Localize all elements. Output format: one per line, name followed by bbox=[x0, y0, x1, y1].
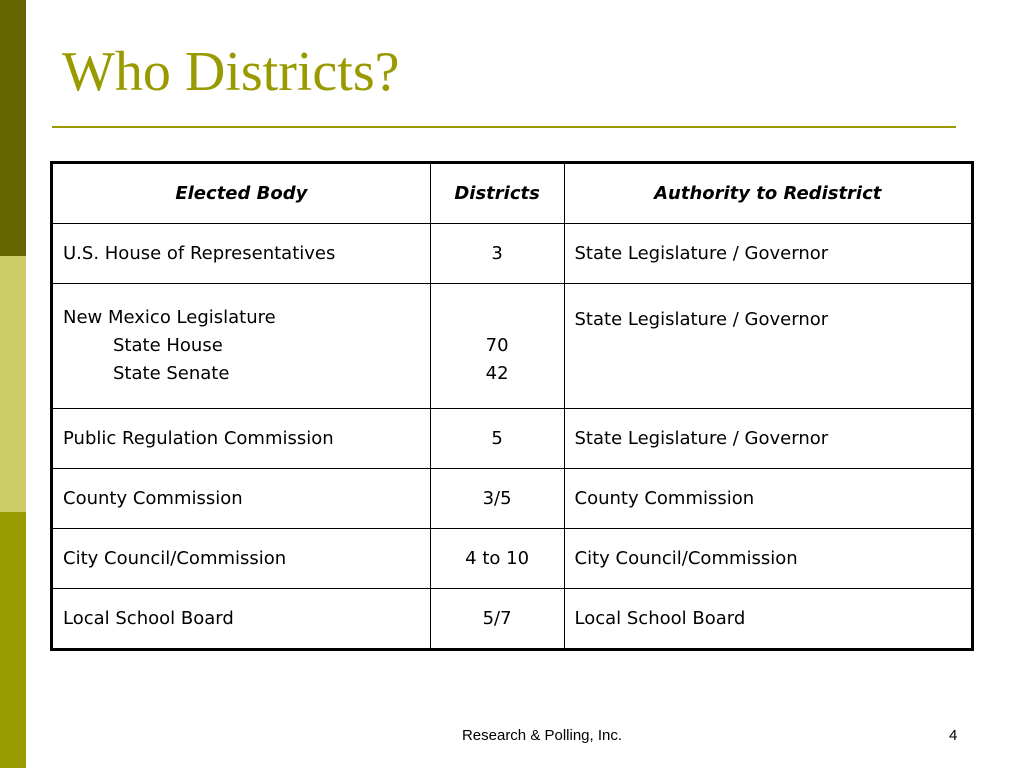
cell-authority: State Legislature / Governor bbox=[564, 224, 973, 284]
side-bar-dark bbox=[0, 0, 26, 256]
header-elected-body: Elected Body bbox=[52, 163, 431, 224]
districts-table bbox=[50, 161, 974, 651]
table-row bbox=[52, 589, 973, 650]
cell-elected-body bbox=[52, 284, 431, 409]
cell-districts: 4 to 10 bbox=[430, 529, 564, 589]
table-row bbox=[52, 529, 973, 589]
title-divider bbox=[52, 126, 956, 128]
cell-authority: State Legislature / Governor bbox=[564, 409, 973, 469]
cell-districts: 3 bbox=[430, 224, 564, 284]
table-row bbox=[52, 409, 973, 469]
header-districts: Districts bbox=[430, 163, 564, 224]
state-house-districts: 70 bbox=[485, 335, 509, 356]
cell-elected-body: Public Regulation Commission bbox=[52, 409, 431, 469]
slide-title: Who Districts? bbox=[62, 41, 400, 103]
footer-company: Research & Polling, Inc. bbox=[461, 727, 623, 744]
cell-districts: 3/5 bbox=[430, 469, 564, 529]
table-row bbox=[52, 224, 973, 284]
page-number: 4 bbox=[949, 727, 958, 744]
state-senate-label: State Senate bbox=[113, 363, 230, 384]
cell-elected-body: Local School Board bbox=[52, 589, 431, 650]
cell-authority: State Legislature / Governor bbox=[564, 284, 973, 409]
cell-elected-body: City Council/Commission bbox=[52, 529, 431, 589]
cell-elected-body: U.S. House of Representatives bbox=[52, 224, 431, 284]
table-row bbox=[52, 469, 973, 529]
table-row bbox=[52, 284, 973, 409]
table-header-row bbox=[52, 163, 973, 224]
legislature-label: New Mexico Legislature bbox=[63, 307, 276, 328]
cell-districts: 5 bbox=[430, 409, 564, 469]
cell-districts bbox=[430, 284, 564, 409]
cell-elected-body: County Commission bbox=[52, 469, 431, 529]
state-house-label: State House bbox=[113, 335, 223, 356]
side-bar-light bbox=[0, 256, 26, 512]
cell-districts: 5/7 bbox=[430, 589, 564, 650]
state-senate-districts: 42 bbox=[485, 363, 509, 384]
cell-authority: City Council/Commission bbox=[564, 529, 973, 589]
cell-authority: County Commission bbox=[564, 469, 973, 529]
header-authority: Authority to Redistrict bbox=[564, 163, 973, 224]
cell-authority: Local School Board bbox=[564, 589, 973, 650]
